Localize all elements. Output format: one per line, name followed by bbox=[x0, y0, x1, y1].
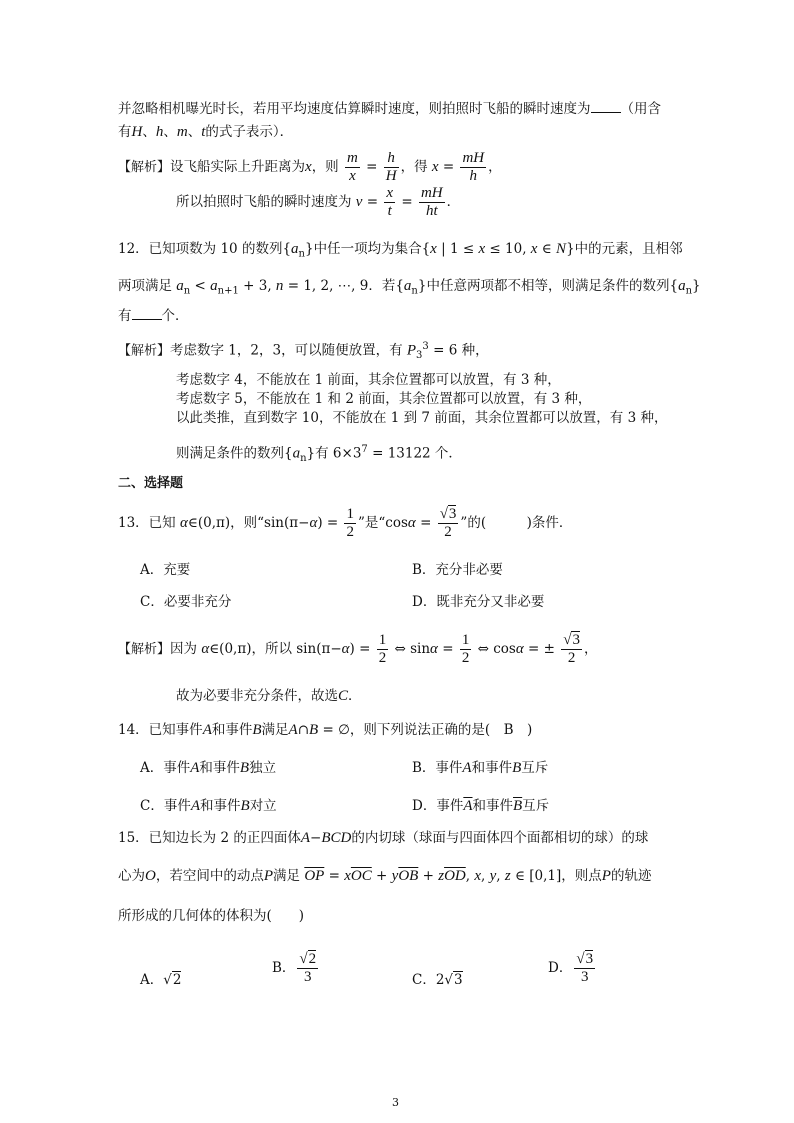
q11-analysis2: 所以拍照时飞船的瞬时速度为 v = $\frac{x}{t}$ = $\frac{mH}{ht}$ ． bbox=[176, 185, 461, 219]
q13-analysis1: 【解析】因为 α∈(0,π)，所以 sin(π−α) = $\frac{1}{2}$ ⇔ sinα = $\frac{1}{2}$ ⇔ cosα = ± $\frac{√3}{2}$ ， bbox=[118, 632, 598, 666]
q12-line2: 两项满足 $a_n < a_{n+1} + 3$, n = 1, 2, ⋯, 9．若$\{a_n\}$中任意两项都不相等，则满足条件的数列$\{a_n\}$ bbox=[118, 278, 701, 297]
q12-line1: 12．已知项数为 10 的数列$\{a_n\}$中任一项均为集合{x | 1 ≤ x ≤ 10, x ∈ N}中的元素，且相邻 bbox=[118, 241, 683, 260]
q14-stem: 14．已知事件A和事件B满足A∩B = ∅，则下列说法正确的是( B ) bbox=[118, 722, 533, 738]
q13-option-d: D．既非充分又非必要 bbox=[412, 594, 545, 610]
q14-option-d: D．事件$\overline{A}$和事件$\overline{B}$互斥 bbox=[412, 798, 550, 814]
q14-option-c: C．事件A和事件B对立 bbox=[140, 798, 277, 814]
q15-option-a: A．√2 bbox=[140, 972, 182, 988]
q13-analysis2: 故为必要非充分条件，故选C． bbox=[176, 688, 362, 704]
q13-option-b: B．充分非必要 bbox=[412, 562, 503, 578]
q12-analysis1: 【解析】考虑数字 1，2，3，可以随便放置，有 $P_3^3 = 6$ 种， bbox=[118, 341, 489, 362]
q15-option-b: B． $\frac{√2}{3}$ bbox=[272, 951, 317, 985]
q13-option-c: C．必要非充分 bbox=[140, 594, 232, 610]
q15-option-c: C．2√3 bbox=[412, 972, 463, 988]
q15-line2: 心为O，若空间中的动点P满足 $\overline{OP} = x\overline{OC} + y\overline{OB} + z\overline{OD}$, x, y, z ∈ [0,1]，则点P的轨迹 bbox=[118, 868, 652, 884]
q14-option-a: A．事件A和事件B独立 bbox=[140, 760, 277, 776]
section-title: 二、选择题 bbox=[118, 476, 184, 491]
q12-analysis3: 考虑数字 5，不能放在 1 和 2 前面，其余位置都可以放置，有 3 种， bbox=[176, 391, 592, 407]
q14-option-b: B．事件A和事件B互斥 bbox=[412, 760, 549, 776]
page-number: 3 bbox=[392, 1096, 399, 1109]
q11-line1: 并忽略相机曝光时长，若用平均速度估算瞬时速度，则拍照时飞船的瞬时速度为 （用含 bbox=[118, 98, 661, 119]
q12-analysis4: 以此类推，直到数字 10，不能放在 1 到 7 前面，其余位置都可以放置，有 3 种， bbox=[176, 410, 668, 426]
q11-line2: 有H、h、m、t的式子表示）． bbox=[118, 124, 294, 140]
q15-line3: 所形成的几何体的体积为( ) bbox=[118, 908, 305, 924]
q12-analysis5: 则满足条件的数列$\{a_n\}$有 $6\times 3^7 = 13122$ 个． bbox=[176, 444, 462, 465]
q15-option-d: D． $\frac{√3}{3}$ bbox=[548, 951, 594, 985]
q12-line3: 有 个． bbox=[118, 305, 189, 326]
q13-stem: 13．已知 α∈(0,π)，则“sin(π−α) = $\frac{1}{2}$ ”是“cosα = $\frac{√3}{2}$ ”的( )条件． bbox=[118, 506, 573, 540]
q12-analysis2: 考虑数字 4，不能放在 1 前面，其余位置都可以放置，有 3 种， bbox=[176, 372, 561, 388]
q11-analysis1: 【解析】设飞船实际上升距离为x，则 $\frac{m}{x}$ = $\frac{h}{H}$ ，得 x = $\frac{mH}{h}$ ， bbox=[118, 150, 502, 184]
q15-line1: 15．已知边长为 2 的正四面体A−BCD的内切球（球面与四面体四个面都相切的球）的球 bbox=[118, 830, 649, 846]
q13-option-a: A．充要 bbox=[140, 562, 191, 578]
